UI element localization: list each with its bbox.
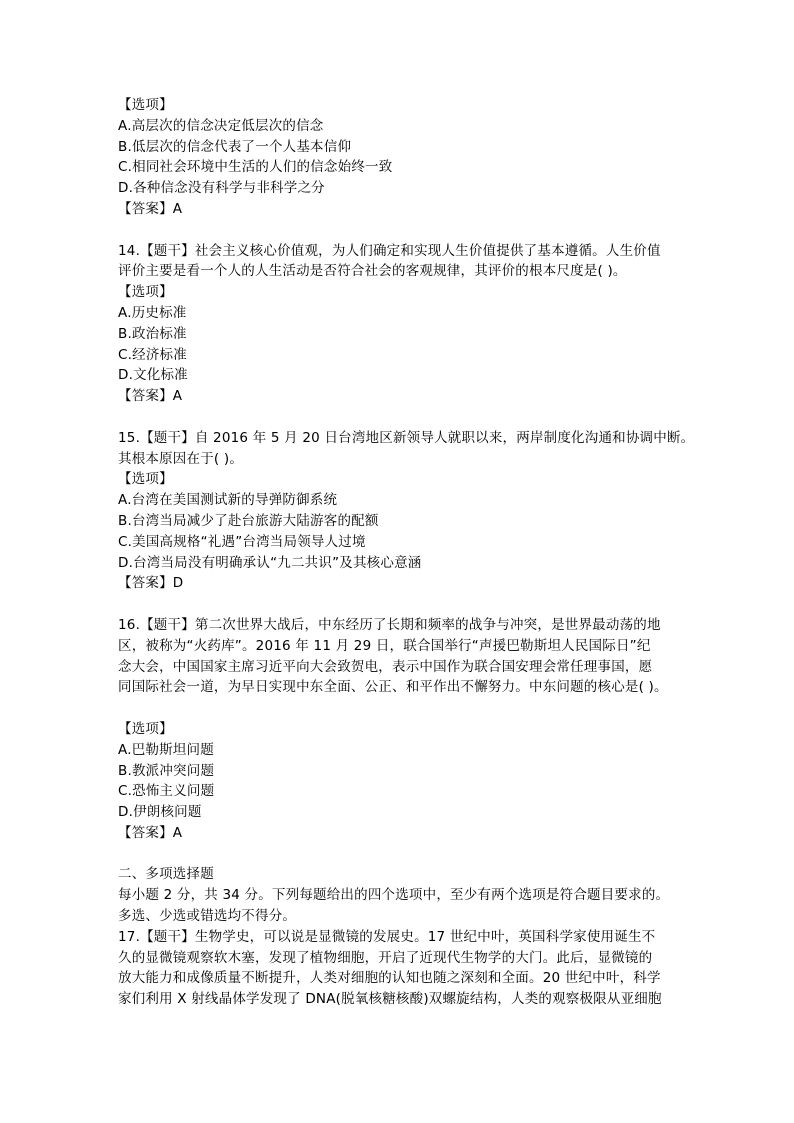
- answer: 【答案】D: [118, 575, 184, 592]
- options-label: 【选项】: [118, 720, 173, 737]
- option-a: A.高层次的信念决定低层次的信念: [118, 117, 324, 134]
- question-stem-line: 16.【题干】第二次世界大战后，中东经历了长期和频率的战争与冲突，是世界最动荡的地: [118, 616, 661, 633]
- options-label: 【选项】: [118, 97, 173, 113]
- options-label: 【选项】: [118, 284, 173, 301]
- option-c: C.美国高规格“礼遇”台湾当局领导人过境: [118, 533, 366, 550]
- option-a: A.巴勒斯坦问题: [118, 741, 214, 758]
- section-instructions-line: 每小题 2 分，共 34 分。下列每题给出的四个选项中，至少有两个选项是符合题目要求的。: [118, 887, 670, 904]
- question-stem-line: 其根本原因在于( )。: [118, 450, 244, 467]
- option-a: A.台湾在美国测试新的导弹防御系统: [118, 492, 338, 509]
- option-d: D.各种信念没有科学与非科学之分: [118, 180, 325, 197]
- question-stem-line: 17.【题干】生物学史，可以说是显微镜的发展史。17 世纪中叶，英国科学家使用诞生不: [118, 928, 656, 945]
- question-stem-line: 家们利用 X 射线晶体学发现了 DNA(脱氧核糖核酸)双螺旋结构，人类的观察极限从亚细胞: [118, 991, 662, 1008]
- question-stem-line: 评价主要是看一个人的人生活动是否符合社会的客观规律，其评价的根本尺度是( )。: [118, 263, 627, 280]
- question-stem-line: 放大能力和成像质量不断提升，人类对细胞的认知也随之深刻和全面。20 世纪中叶，科学: [118, 970, 661, 987]
- option-c: C.恐怖主义问题: [118, 783, 215, 800]
- option-d: D.文化标准: [118, 367, 188, 384]
- question-stem-line: 念大会，中国国家主席习近平向大会致贺电，表示中国作为联合国安理会常任理事国，愿: [118, 658, 653, 675]
- option-d: D.伊朗核问题: [118, 804, 202, 821]
- document-body: [118, 95, 698, 1010]
- option-c: C.经济标准: [118, 346, 187, 363]
- question-stem-line: 14.【题干】社会主义核心价值观，为人们确定和实现人生价值提供了基本遵循。人生价值: [118, 242, 661, 259]
- question-stem-line: 同国际社会一道，为早日实现中东全面、公正、和平作出不懈努力。中东问题的核心是( )。: [118, 679, 668, 696]
- question-stem-line: 15.【题干】自 2016 年 5 月 20 日台湾地区新领导人就职以来，两岸制度化沟通和协调中断。: [118, 429, 695, 446]
- answer: 【答案】A: [118, 200, 183, 217]
- option-c: C.相同社会环境中生活的人们的信念始终一致: [118, 159, 393, 176]
- option-b: B.政治标准: [118, 325, 187, 342]
- options-label: 【选项】: [118, 471, 173, 488]
- question-stem-line: 区，被称为“火药库”。2016 年 11 月 29 日，联合国举行“声援巴勒斯坦人民国际日”纪: [118, 637, 651, 654]
- section-heading: 二、多项选择题: [118, 866, 214, 883]
- section-instructions-line: 多选、少选或错选均不得分。: [118, 908, 297, 925]
- option-a: A.历史标准: [118, 304, 187, 321]
- answer: 【答案】A: [118, 824, 183, 841]
- question-stem-line: 久的显微镜观察软木塞，发现了植物细胞，开启了近现代生物学的大门。此后，显微镜的: [118, 949, 653, 966]
- option-b: B.教派冲突问题: [118, 762, 215, 779]
- option-b: B.台湾当局减少了赴台旅游大陆游客的配额: [118, 512, 379, 529]
- option-d: D.台湾当局没有明确承认“九二共识”及其核心意涵: [118, 554, 422, 571]
- option-b: B.低层次的信念代表了一个人基本信仰: [118, 138, 352, 155]
- answer: 【答案】A: [118, 388, 183, 405]
